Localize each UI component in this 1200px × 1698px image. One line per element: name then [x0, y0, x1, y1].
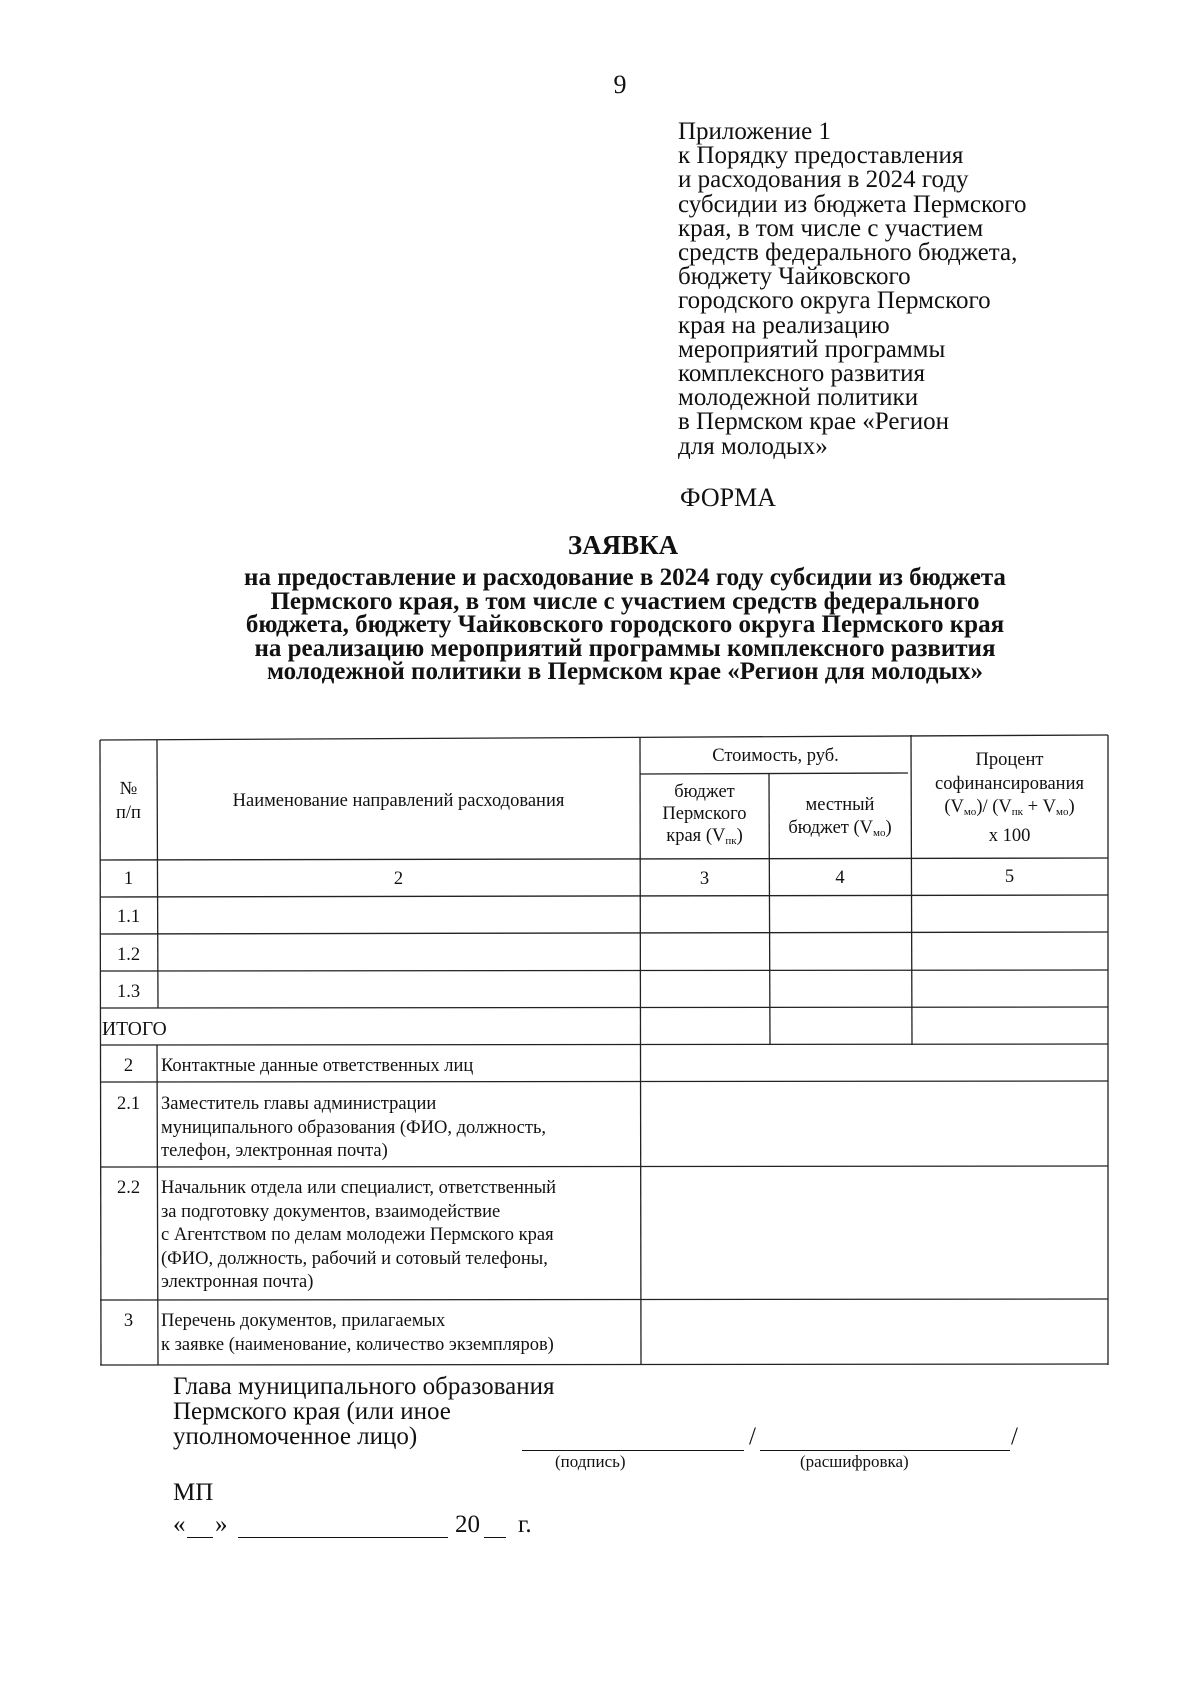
subtitle-line: бюджета, бюджету Чайковского городского округа Пермского края: [245, 611, 1005, 638]
column-number: 5: [1004, 867, 1015, 887]
header-percent: Процент софинансирования $(V_{мо})/$ $(V_{пк} + V_{мо})$ x 100: [935, 750, 1084, 846]
document-subtitle: [150, 566, 1100, 684]
subtitle-line: Пермского края, в том числе с участием средств федерального: [270, 587, 980, 615]
year-prefix: 20: [455, 1511, 480, 1538]
appendix-line: комплексного развития: [678, 360, 926, 388]
grid-line: [100, 932, 1108, 934]
signature-slash: /: [1011, 1423, 1018, 1450]
grid-line: [100, 1299, 1108, 1300]
appendix-line: и расходования в 2024 году: [678, 166, 969, 194]
appendix-line: субсидии из бюджета Пермского: [678, 190, 1027, 218]
appendix-line: городского округа Пермского: [678, 287, 991, 315]
decoding-line[interactable]: [760, 1450, 1010, 1451]
signature-line[interactable]: [522, 1450, 744, 1451]
row-number: 2.2: [116, 1178, 141, 1198]
header-name: Наименование направлений расходования: [232, 791, 565, 811]
header-num: № п/п: [116, 779, 141, 823]
appendix-line: Приложение 1: [678, 118, 831, 145]
grid-line: [100, 858, 1108, 860]
row-number: 3: [123, 1311, 134, 1331]
grid-line: [100, 735, 1108, 740]
row-text: Контактные данные ответственных лиц: [161, 1056, 474, 1076]
grid-line: [157, 1045, 158, 1365]
column-number: 3: [699, 869, 710, 889]
decoding-caption: (расшифровка): [800, 1452, 909, 1471]
row-number: 1.2: [116, 945, 141, 965]
column-number: 4: [835, 868, 845, 888]
grid-line: [100, 970, 1108, 971]
appendix-line: мероприятий программы: [678, 335, 946, 363]
row-number: 2: [123, 1056, 134, 1076]
row-text: Перечень документов, прилагаемых к заявке (наименование, количество экземпляров): [161, 1311, 554, 1355]
total-label: ИТОГО: [102, 1019, 167, 1040]
signature-caption: (подпись): [555, 1452, 626, 1471]
row-number: 1.3: [116, 982, 141, 1002]
appendix-line: молодежной политики: [678, 384, 919, 412]
subtitle-line: на предоставление и расходование в 2024 году субсидии из бюджета: [244, 564, 1006, 591]
grid-line: [100, 1081, 1108, 1082]
header-regional-budget: бюджет Пермского края $(V_{пк})$: [662, 782, 747, 847]
row-number: 2.1: [116, 1094, 141, 1114]
year-line[interactable]: [484, 1537, 506, 1538]
subtitle-line: на реализацию мероприятий программы комплексного развития: [254, 634, 996, 662]
date-open-quote: «: [173, 1511, 186, 1538]
row-text: Заместитель главы администрации муниципального образования (ФИО, должность, телефон, электронная почта): [161, 1094, 547, 1161]
appendix-line: края, в том числе с участием: [678, 214, 984, 242]
month-line[interactable]: [238, 1537, 448, 1538]
grid-line: [100, 895, 1108, 897]
page-number: 9: [613, 70, 627, 99]
stamp-label: МП: [173, 1479, 214, 1506]
grid-line: [100, 740, 101, 1365]
appendix-line: для молодых»: [678, 432, 828, 460]
signature-slash: /: [749, 1423, 756, 1450]
appendix-line: в Пермском крае «Регион: [678, 408, 949, 436]
signatory-title: Глава муниципального образования Пермского края (или иное уполномоченное лицо): [173, 1373, 555, 1450]
appendix-line: края на реализацию: [678, 311, 890, 339]
appendix-block: [678, 120, 1118, 459]
grid-line: [100, 1364, 1108, 1365]
appendix-line: к Порядку предоставления: [678, 142, 964, 170]
grid-line: [100, 1007, 1108, 1008]
form-label: ФОРМА: [680, 483, 776, 512]
document-title: ЗАЯВКА: [567, 530, 679, 560]
year-suffix: г.: [518, 1511, 532, 1538]
grid-line: [640, 773, 908, 774]
header-local-budget: местный бюджет $(V_{мо})$: [788, 795, 892, 839]
row-text: Начальник отдела или специалист, ответственный за подготовку документов, взаимодействие с Агентством по делам молодежи Пермского края (ФИО, должность, рабочий и сотовый телефоны, электронная почта): [161, 1178, 557, 1292]
grid-line: [100, 1166, 1108, 1167]
day-line[interactable]: [187, 1537, 213, 1538]
header-cost: Стоимость, руб.: [712, 746, 839, 766]
column-number: 1: [123, 869, 134, 889]
appendix-line: средств федерального бюджета,: [678, 239, 1018, 267]
row-number: 1.1: [116, 907, 141, 927]
column-number: 2: [393, 869, 404, 889]
subtitle-line: молодежной политики в Пермском крае «Регион для молодых»: [266, 658, 984, 685]
grid-line: [100, 1044, 1108, 1045]
date-close-quote: »: [215, 1511, 228, 1538]
appendix-line: бюджету Чайковского: [678, 263, 911, 291]
